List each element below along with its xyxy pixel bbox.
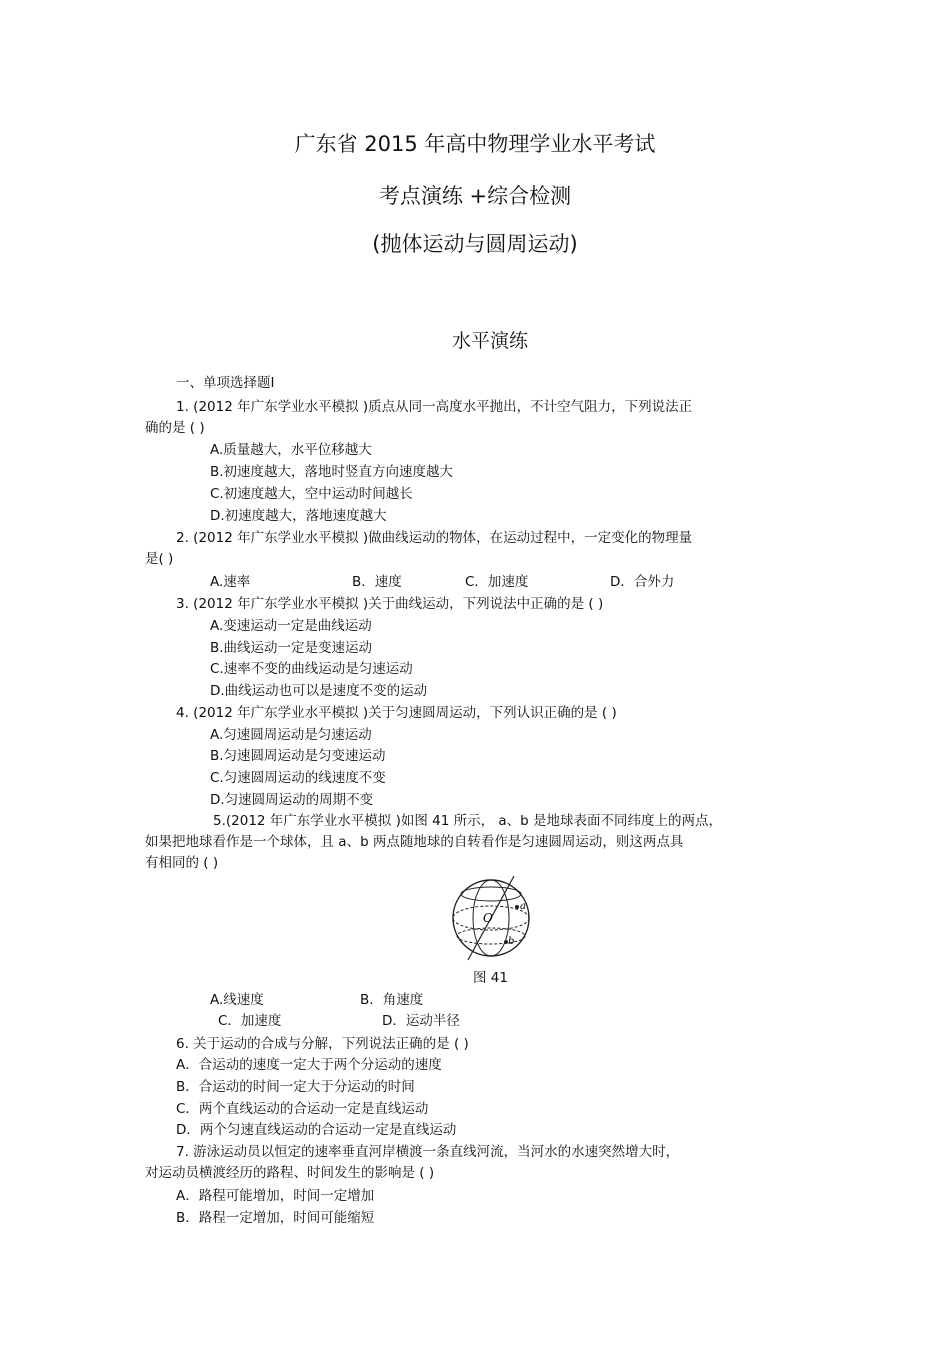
question-2-option-b: B．速度 [352,574,402,590]
question-7-option-b: B．路程一定增加，时间可能缩短 [176,1210,375,1226]
question-6-option-a: A．合运动的速度一定大于两个分运动的速度 [176,1057,442,1073]
question-1-option-b: B.初速度越大，落地时竖直方向速度越大 [210,464,454,480]
figure-caption: 图 41 [473,970,508,986]
section-title: 水平演练 [451,330,528,352]
question-3-option-b: B.曲线运动一定是变速运动 [210,640,373,656]
question-5-line3: 有相同的 ( ) [145,855,219,871]
question-7-line1: 7. 游泳运动员以恒定的速率垂直河岸横渡一条直线河流，当河水的水速突然增大时， [176,1144,680,1160]
question-4-line1: 4. (2012 年广东学业水平模拟 )关于匀速圆周运动，下列认识正确的是 ( ) [176,705,617,721]
question-2-option-c: C．加速度 [465,574,529,590]
page-title-line1: 广东省 2015 年高中物理学业水平考试 [294,132,656,156]
question-5-option-b: B．角速度 [360,992,424,1008]
question-4-option-b: B.匀速圆周运动是匀变速运动 [210,748,386,764]
center-label: O [483,911,493,925]
latitude-a [461,887,521,901]
page-title-line3: (抛体运动与圆周运动) [372,232,578,256]
point-a-label: a [520,901,526,912]
question-5-option-a: A.线速度 [210,992,264,1008]
question-2-line2: 是( ) [145,551,174,567]
question-1-option-c: C.初速度越大，空中运动时间越长 [210,486,413,502]
question-2-line1: 2. (2012 年广东学业水平模拟 )做曲线运动的物体，在运动过程中，一定变化的物理量 [176,530,693,546]
question-6-line1: 6. 关于运动的合成与分解，下列说法正确的是 ( ) [176,1036,469,1052]
question-3-option-a: A.变速运动一定是曲线运动 [210,618,372,634]
question-1-option-a: A.质量越大，水平位移越大 [210,442,372,458]
question-5-line2: 如果把地球看作是一个球体，且 a、b 两点随地球的自转看作是匀速圆周运动，则这两点具 [145,834,684,850]
question-4-option-a: A.匀速圆周运动是匀速运动 [210,727,372,743]
globe-figure [446,872,540,964]
question-6-option-c: C．两个直线运动的合运动一定是直线运动 [176,1101,429,1117]
question-7-line2: 对运动员横渡经历的路程、时间发生的影响是 ( ) [145,1165,435,1181]
question-4-option-c: C.匀速圆周运动的线速度不变 [210,770,386,786]
page-title-line2: 考点演练 +综合检测 [378,184,572,208]
question-3-line1: 3. (2012 年广东学业水平模拟 )关于曲线运动，下列说法中正确的是 ( ) [176,596,604,612]
point-b-label: b [508,936,515,947]
question-3-option-d: D.曲线运动也可以是速度不变的运动 [210,683,428,699]
question-7-option-a: A．路程可能增加，时间一定增加 [176,1188,375,1204]
question-6-option-d: D．两个匀速直线运动的合运动一定是直线运动 [176,1122,457,1138]
point-a-dot [515,905,519,909]
part-heading: 一、单项选择题Ⅰ [176,375,275,391]
question-2-option-a: A.速率 [210,574,251,590]
question-3-option-c: C.速率不变的曲线运动是匀速运动 [210,661,413,677]
question-6-option-b: B．合运动的时间一定大于分运动的时间 [176,1079,415,1095]
question-1-option-d: D.初速度越大，落地速度越大 [210,508,387,524]
question-1-line2: 确的是 ( ) [145,420,205,436]
question-4-option-d: D.匀速圆周运动的周期不变 [210,792,374,808]
question-5-line1: 5.(2012 年广东学业水平模拟 )如图 41 所示， a、b 是地球表面不同纬度上的两点， [213,813,723,829]
question-5-option-c: C．加速度 [218,1013,282,1029]
question-5-option-d: D．运动半径 [382,1013,460,1029]
question-1-line1: 1. (2012 年广东学业水平模拟 )质点从同一高度水平抛出，不计空气阻力，下列说法正 [176,399,693,415]
question-2-option-d: D．合外力 [610,574,675,590]
